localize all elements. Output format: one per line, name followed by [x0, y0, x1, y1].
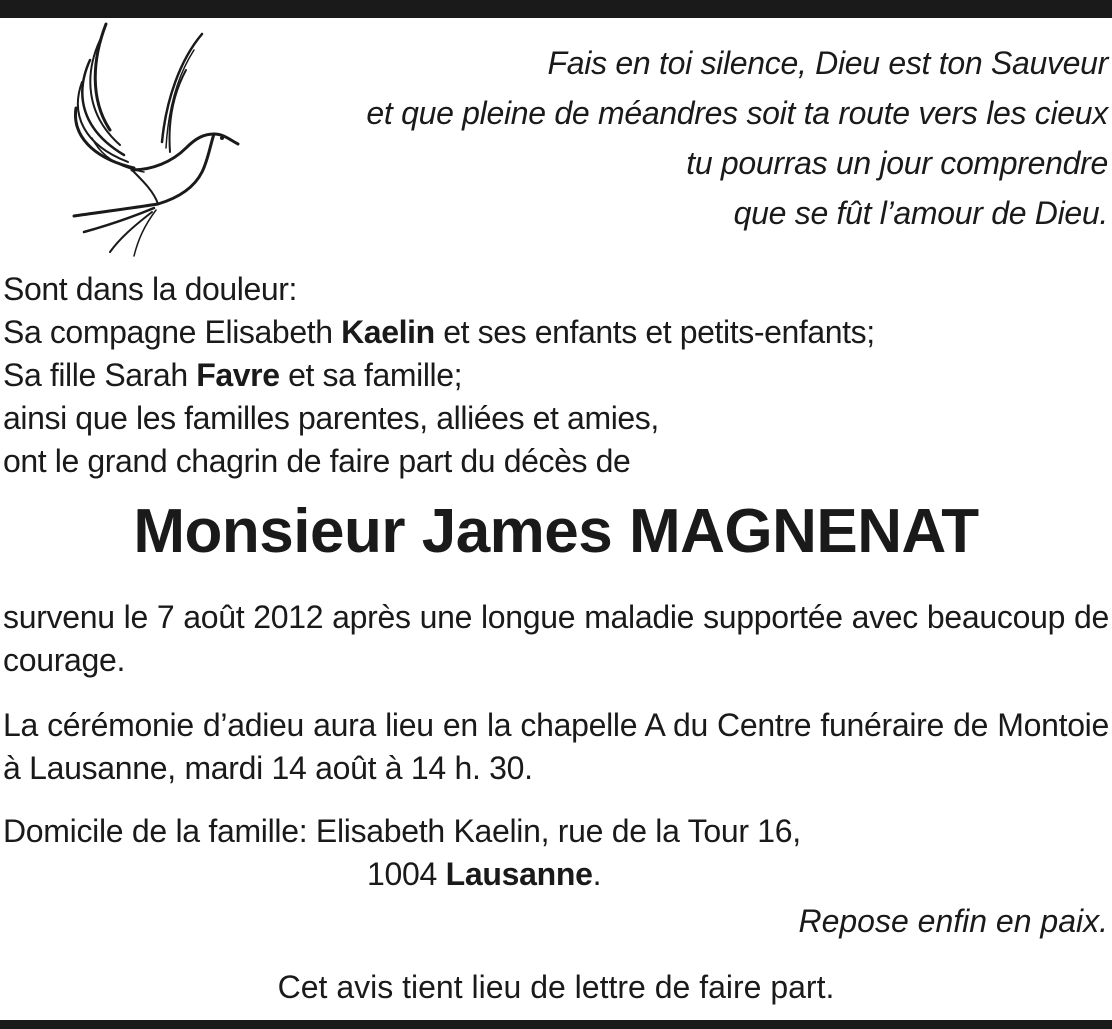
- mourners-list: [3, 268, 875, 483]
- ceremony-paragraph: La cérémonie d’adieu aura lieu en la chapelle A du Centre funéraire de Montoie à Lausanne, mardi 14 août à 14 h. 30.: [3, 707, 1109, 786]
- poem: [208, 38, 1108, 238]
- mourner-text: Sa fille Sarah: [3, 357, 197, 393]
- domicile-city-line: [3, 853, 1109, 896]
- mourner-text: et sa famille;: [279, 357, 463, 393]
- domicile-period: .: [592, 856, 602, 892]
- mourner-line: [3, 311, 875, 354]
- mourner-surname: Kaelin: [341, 314, 435, 350]
- mourner-line: ont le grand chagrin de faire part du décès de: [3, 443, 631, 479]
- deceased-name: Monsieur James MAGNENAT: [133, 497, 979, 566]
- poem-line: et que pleine de méandres soit ta route vers les cieux: [366, 95, 1108, 131]
- mourner-surname: Favre: [196, 357, 280, 393]
- mourner-line: [3, 354, 875, 397]
- rest-in-peace: Repose enfin en paix.: [798, 903, 1108, 939]
- poem-line: Fais en toi silence, Dieu est ton Sauveur: [547, 45, 1108, 81]
- bottom-rule: [0, 1020, 1112, 1029]
- poem-line: que se fût l’amour de Dieu.: [733, 195, 1108, 231]
- domicile-paragraph: [3, 810, 1109, 896]
- domicile-address: Domicile de la famille: Elisabeth Kaelin, rue de la Tour 16,: [3, 813, 801, 849]
- death-paragraph: survenu le 7 août 2012 après une longue maladie supportée avec beaucoup de courage.: [3, 599, 1109, 678]
- mourner-text: et ses enfants et petits-enfants;: [434, 314, 875, 350]
- mourner-line: ainsi que les familles parentes, alliées et amies,: [3, 400, 659, 436]
- mourner-text: Sa compagne Elisabeth: [3, 314, 342, 350]
- poem-line: tu pourras un jour comprendre: [686, 145, 1108, 181]
- notice-text: Cet avis tient lieu de lettre de faire part.: [277, 969, 835, 1005]
- top-rule: [0, 0, 1112, 18]
- domicile-city: Lausanne: [445, 856, 593, 892]
- mourners-intro: Sont dans la douleur:: [3, 271, 298, 307]
- domicile-postcode: 1004: [367, 856, 446, 892]
